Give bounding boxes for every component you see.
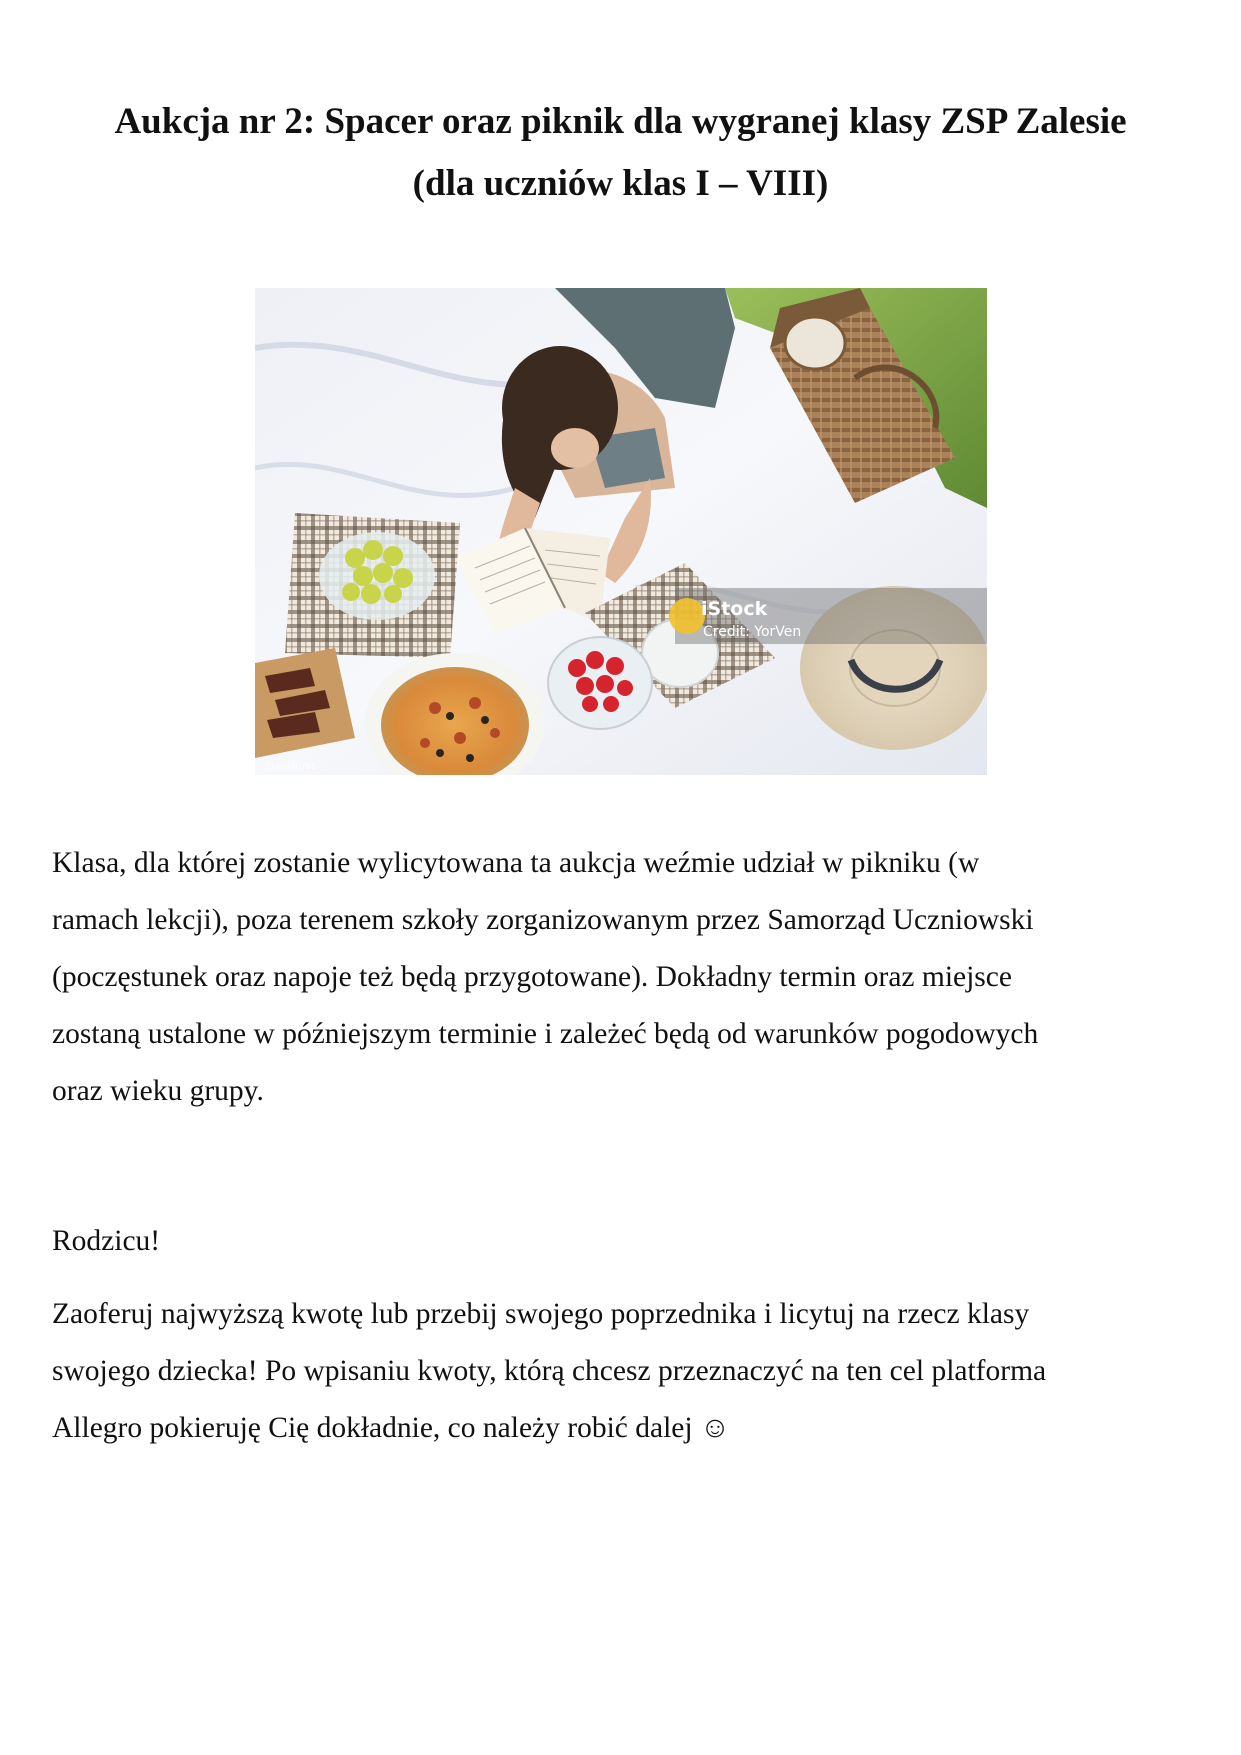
description-line: ramach lekcji), poza terenem szkoły zorganizowanym przez Samorząd Uczniowski [52, 904, 1034, 936]
description-line: Klasa, dla której zostanie wylicytowana ta aukcja weźmie udział w pikniku (w [52, 847, 980, 879]
call-to-action-line: Zaoferuj najwyższą kwotę lub przebij swojego poprzednika i licytuj na rzecz klasy [52, 1298, 1030, 1330]
title-line-1: Aukcja nr 2: Spacer oraz piknik dla wygranej klasy ZSP Zalesie [114, 101, 1127, 142]
greeting: Rodzicu! [52, 1225, 161, 1257]
watermark-brand: iStock [701, 598, 768, 620]
watermark-credit: Credit: YorVen [703, 624, 802, 640]
description-line: (poczęstunek oraz napoje też będą przygotowane). Dokładny termin oraz miejsce [52, 961, 1012, 993]
title-line-2: (dla uczniów klas I – VIII) [412, 163, 829, 204]
call-to-action-paragraph [52, 1286, 1192, 1457]
call-to-action-line: Allegro pokieruję Cię dokładnie, co należy robić dalej ☺ [52, 1412, 731, 1444]
description-line: oraz wieku grupy. [52, 1075, 264, 1107]
description-line: zostaną ustalone w późniejszym terminie i zależeć będą od warunków pogodowych [52, 1018, 1039, 1050]
stock-id: 2148580761 [265, 762, 316, 771]
description-paragraph [52, 835, 1192, 1120]
call-to-action-line: swojego dziecka! Po wpisaniu kwoty, którą chcesz przeznaczyć na ten cel platforma [52, 1355, 1047, 1387]
picnic-photo [255, 288, 987, 775]
